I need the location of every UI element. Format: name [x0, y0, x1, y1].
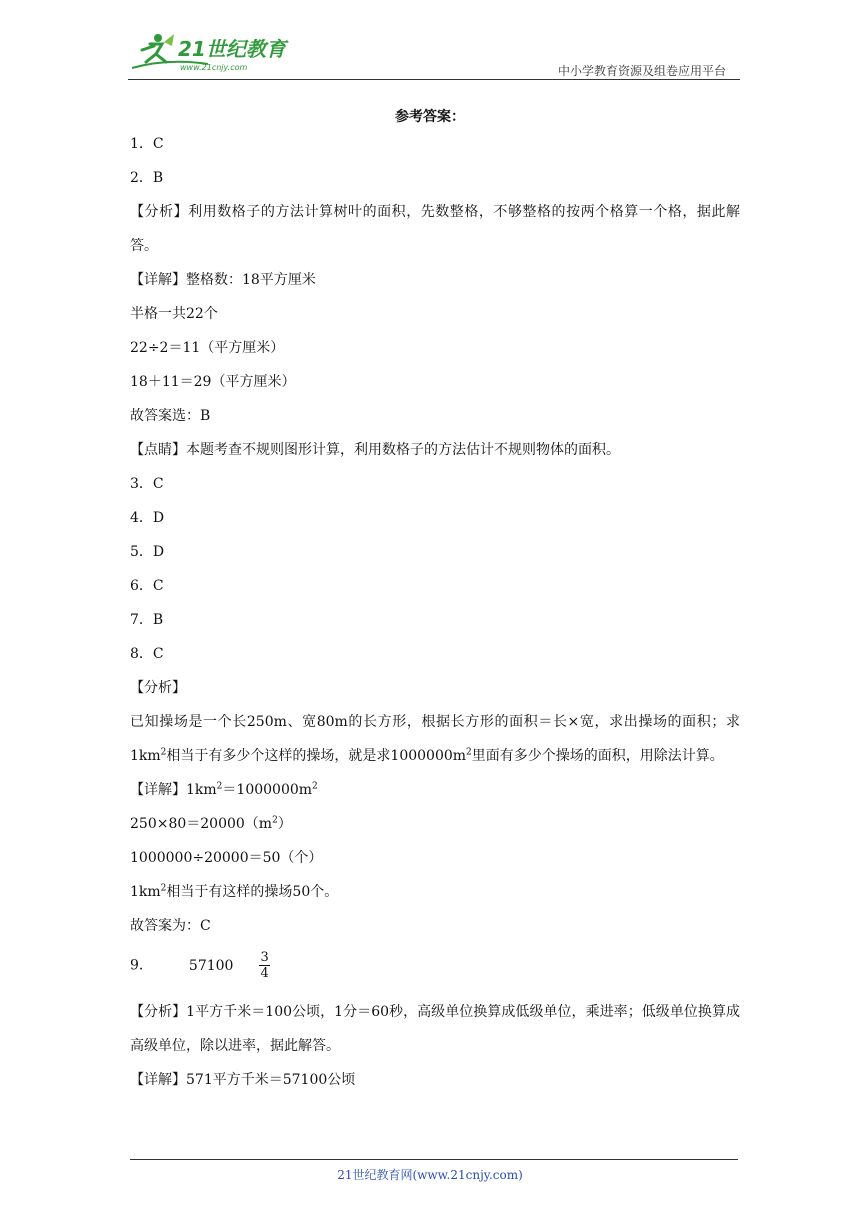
fraction-denominator: 4	[260, 966, 269, 981]
superscript: 2	[216, 781, 223, 792]
superscript: 2	[272, 815, 278, 826]
answer-3: 3．C	[130, 476, 164, 492]
footer-divider	[130, 1159, 738, 1160]
page-header	[128, 28, 740, 80]
logo-text: 21世纪教育	[178, 37, 286, 61]
answer-2-detail: 【详解】整格数：18平方厘米	[130, 272, 316, 288]
analysis-text: 里面有多少个操场的面积，用除法计算。	[471, 748, 724, 764]
header-tagline: 中小学教育资源及组卷应用平台	[557, 64, 726, 78]
fraction	[259, 950, 269, 981]
answer-8-final: 故答案为：C	[130, 918, 211, 934]
analysis-text: 相当于有多少个这样的操场，就是求1000000m	[166, 748, 467, 764]
answer-8: 8．C	[130, 646, 164, 662]
answer-8-analysis	[130, 705, 740, 773]
answer-8-detail	[130, 780, 740, 800]
question-number: 9．	[130, 957, 153, 974]
answer-8-analysis-head: 【分析】	[130, 680, 186, 696]
logo-21cnjy	[128, 28, 298, 78]
detail-text: ＝1000000m	[222, 782, 313, 798]
answer-9-analysis: 【分析】1平方千米＝100公顷，1分＝60秒，高级单位换算成低级单位，乘进率；低级单位换算成高级单位，除以进率，据此解答。	[130, 1004, 740, 1054]
detail-text: 1km	[130, 884, 161, 900]
answer-9	[130, 950, 740, 981]
answer-2-comment: 【点睛】本题考查不规则图形计算，利用数格子的方法估计不规则物体的面积。	[130, 442, 620, 458]
answer-2-detail-line: 半格一共22个	[130, 306, 218, 322]
answer-1: 1．C	[130, 136, 164, 152]
detail-text: ）	[277, 816, 292, 832]
detail-text: 相当于有这样的操场50个。	[166, 884, 339, 900]
header-divider	[128, 79, 740, 80]
superscript: 2	[312, 781, 318, 792]
answer-2-final: 故答案选：B	[130, 408, 211, 424]
page-footer: 21世纪教育网(www.21cnjy.com)	[337, 1168, 523, 1182]
answer-2: 2．B	[130, 170, 164, 186]
analysis-text: 已知操场是一个长250m、宽80m的长方形，根据长方形的面积＝长×宽，求出操场的面积；求1km	[130, 714, 740, 764]
superscript: 2	[160, 747, 167, 758]
answer-content	[130, 134, 740, 1104]
answer-2-detail-line: 18＋11＝29（平方厘米）	[130, 374, 296, 390]
superscript: 2	[160, 883, 167, 894]
answer-6: 6．C	[130, 578, 164, 594]
answer-2-detail-line: 22÷2＝11（平方厘米）	[130, 340, 285, 356]
answer-7: 7．B	[130, 612, 164, 628]
detail-text: 250×80＝20000（m	[130, 816, 273, 832]
answer-8-detail-line	[130, 814, 740, 834]
answer-8-detail-line: 1000000÷20000＝50（个）	[130, 850, 323, 866]
detail-text: 【详解】1km	[130, 782, 217, 798]
answer-4: 4．D	[130, 510, 165, 526]
page-title: 参考答案：	[395, 109, 465, 125]
answer-5: 5．D	[130, 544, 165, 560]
answer-9-detail: 【详解】571平方千米＝57100公顷	[130, 1072, 356, 1088]
answer-2-analysis: 【分析】利用数格子的方法计算树叶的面积，先数整格，不够整格的按两个格算一个格，据此解答。	[130, 204, 740, 254]
answer-8-detail-line	[130, 882, 740, 902]
logo-url: www.21cnjy.com	[180, 63, 248, 72]
answer-value: 57100	[188, 957, 234, 974]
fraction-numerator: 3	[260, 950, 269, 965]
superscript: 2	[466, 747, 472, 758]
